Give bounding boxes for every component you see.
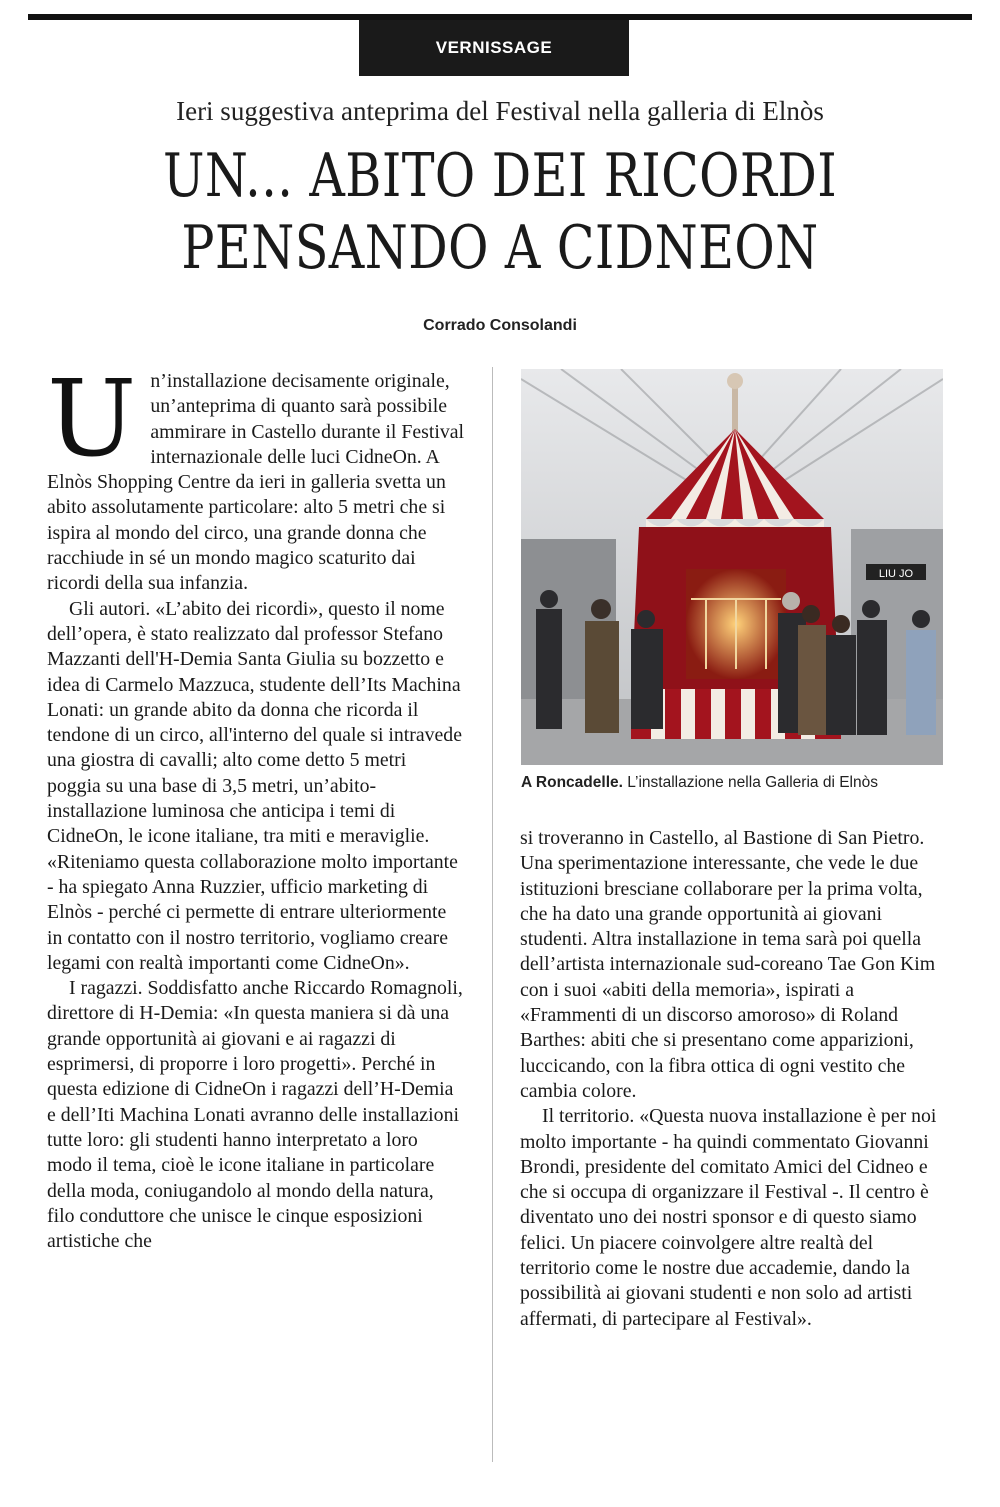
headline-line-2: PENSANDO A CIDNEON xyxy=(181,213,819,283)
article-column-left xyxy=(47,357,465,1254)
drop-cap: U xyxy=(47,357,137,480)
photo-caption xyxy=(521,774,961,792)
headline-line-1: UN... ABITO DEI RICORDI xyxy=(162,141,838,211)
column-divider xyxy=(492,367,493,1462)
paragraph-1-text: n’installazione decisamente originale, un’anteprima di quanto sarà possibile ammirare in Castello durante il Festival internazionale delle luci CidneOn. A Elnòs Shopping Centre da ieri in galleria svetta un abito assolutamente particolare: alto 5 metri che si ispira al mondo del circo, una grande donna che racchiude in sé un mondo magico scaturito dai ricordi della sua infanzia. xyxy=(47,370,465,595)
article-paragraph-4: Il territorio. «Questa nuova installazione è per noi molto importante - ha quindi commentato Giovanni Brondi, presidente del comitato Amici del Cidneo e che si occupa di organizzare il Festival -. Il centro è diventato uno dei nostri sponsor e di questo siamo felici. Un piacere coinvolgere altre realtà del territorio come le nostre due accademie, dando la possibilità ai giovani studenti e non solo ad artisti affermati, di partecipare al Festival». xyxy=(520,1105,937,1330)
kicker: Ieri suggestiva anteprima del Festival nella galleria di Elnòs xyxy=(176,96,824,126)
article-paragraph-2: Gli autori. «L’abito dei ricordi», questo il nome dell’opera, è stato realizzato dal professor Stefano Mazzanti dell'H-Demia Santa Giulia su bozzetto e idea di Carmelo Mazzuca, studente dell’Its Machina Lonati: un grande abito da donna che ricorda il tendone di un circo, all'interno del quale si intravede una giostra di cavalli; alto come detto 5 metri poggia su una base di 3,5 metri, un’abito-installazione luminosa che anticipa i temi di CidneOn, le icone italiane, tra miti e meraviglie. «Riteniamo questa collaborazione molto importante - ha spiegato Anna Ruzzier, ufficio marketing di Elnòs - perché ci permette di entrare ulteriormente in contatto con il nostro territorio, vogliamo creare legami con realtà importanti come CidneOn». xyxy=(47,597,462,974)
caption-bold: A Roncadelle. xyxy=(521,774,623,791)
article-photo xyxy=(521,369,943,765)
photo-illustration xyxy=(521,369,943,765)
article-paragraph-3-continued: si troveranno in Castello, al Bastione di San Pietro. Una sperimentazione interessante, che vede le due istituzioni bresciane collaborare per la prima volta, che ha dato una grande opportunità ai giovani studenti. Altra installazione in tema sarà poi quella dell’artista internazionale sud-coreano Tae Gon Kim con i suoi «abiti della memoria», ispirati a «Frammenti di un discorso amoroso» di Roland Barthes: abiti che si presentano come apparizioni, luccicando, con la fibra ottica di ogni vestito che cambia colore. xyxy=(520,827,936,1102)
caption-text: L’installazione nella Galleria di Elnòs xyxy=(622,774,878,791)
article-paragraph-1 xyxy=(47,357,465,597)
store-sign: LIU JO xyxy=(878,568,914,580)
headline xyxy=(90,140,910,284)
article-paragraph-3: I ragazzi. Soddisfatto anche Riccardo Romagnoli, direttore di H-Demia: «In questa maniera si dà una grande opportunità ai giovani e ai ragazzi di esprimersi, di proporre i loro progetti». Perché in questa edizione di CidneOn i ragazzi dell’H-Demia e dell’Iti Machina Lonati avranno delle installazioni tutte loro: gli studenti hanno interpretato a loro modo il tema, cioè le icone italiane in particolare della moda, coniugandolo al mondo della natura, filo conduttore che unisce le cinque esposizioni artistiche che xyxy=(47,977,463,1253)
article-column-right xyxy=(520,826,944,1332)
byline: Corrado Consolandi xyxy=(423,317,577,334)
section-tag: VERNISSAGE xyxy=(359,20,629,76)
